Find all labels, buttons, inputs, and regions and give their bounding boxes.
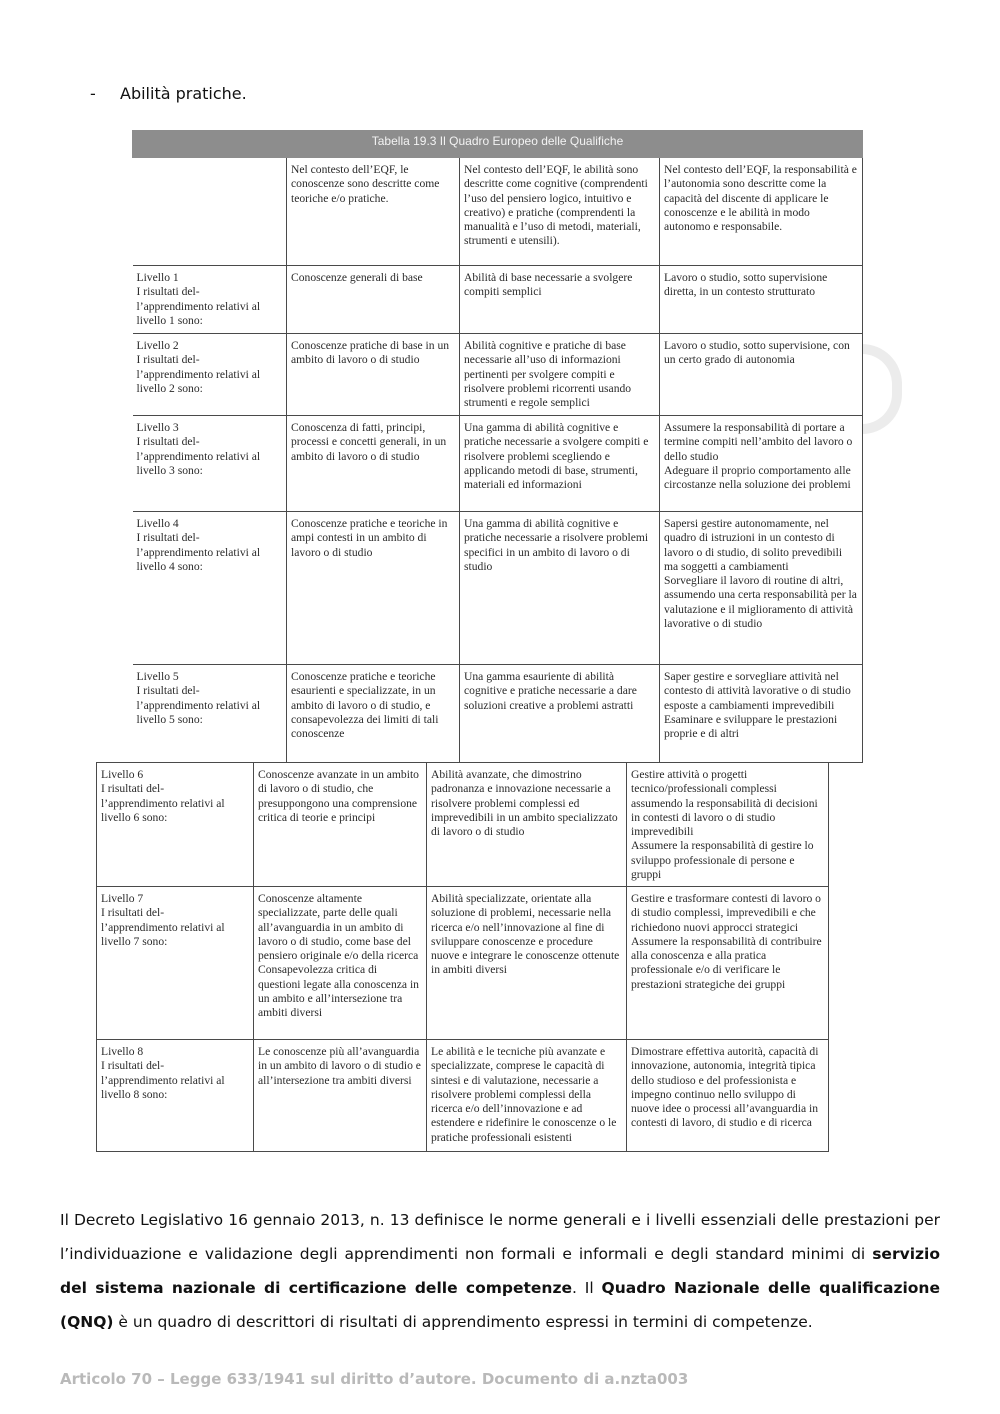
level-cell: Livello 5 I risultati del- l’apprendimento relativi al livello 5 sono: [133,665,287,763]
knowledge-cell: Conoscenze generali di base [287,266,460,334]
skills-cell: Abilità avanzate, che dimostrino padronanza e innovazione necessarie a risolvere problemi complessi ed imprevedibili in un ambito specializzato di lavoro o di studio [427,763,627,887]
bullet-dash: - [90,84,96,103]
skills-cell: Abilità cognitive e pratiche di base necessarie all’uso di informazioni pertinenti per svolgere compiti e risolvere problemi ricorrenti usando strumenti e regole semplici [460,334,660,416]
skills-cell: Una gamma di abilità cognitive e pratiche necessarie a svolgere compiti e risolvere problemi scegliendo e applicando metodi di base, strumenti, materiali ed informazioni [460,416,660,512]
footer-copyright: Articolo 70 – Legge 633/1941 sul diritto d’autore. Documento di a.nzta003 [60,1370,689,1388]
knowledge-cell: Conoscenze avanzate in un ambito di lavoro o di studio, che presuppongono una comprensione critica di teorie e principi [254,763,427,887]
table-caption: Tabella 19.3 Il Quadro Europeo delle Qualifiche [133,131,863,158]
knowledge-cell: Conoscenze pratiche e teoriche in ampi contesti in un ambito di lavoro o di studio [287,512,460,665]
paragraph-bold: servizio del sistema nazionale di certificazione delle competenze [60,1245,940,1297]
knowledge-cell: Conoscenza di fatti, principi, processi e concetti generali, in un ambito di lavoro o di studio [287,416,460,512]
skills-cell: Una gamma esauriente di abilità cognitive e pratiche necessarie a dare soluzioni creative a problemi astratti [460,665,660,763]
paragraph-text: è un quadro di descrittori di risultati di apprendimento espressi in termini di competenze. [113,1313,813,1331]
knowledge-cell: Conoscenze altamente specializzate, parte delle quali all’avanguardia in un ambito di lavoro o di studio, come base del pensiero originale e/o della ricerca Consapevolezza critica di questioni legate alla conoscenza in un ambito e all’intersezione tra ambiti diversi [254,887,427,1040]
table-header-row [133,158,863,266]
level-cell: Livello 2 I risultati del- l’apprendimento relativi al livello 2 sono: [133,334,287,416]
bullet-item [90,84,247,103]
table-row [133,334,863,416]
table-row [133,266,863,334]
level-cell: Livello 8 I risultati del- l’apprendimento relativi al livello 8 sono: [97,1040,254,1152]
header-cell: Nel contesto dell’EQF, le abilità sono descritte come cognitive (comprendenti l’uso del pensiero logico, intuitivo e creativo) e pratiche (comprendenti la manualità e l’uso di metodi, materiali, strumenti e utensili). [460,158,660,266]
table-row [97,763,829,887]
skills-cell: Le abilità e le tecniche più avanzate e specializzate, comprese le capacità di sintesi e di valutazione, necessarie a risolvere problemi complessi della ricerca e/o dell’innovazione e ad estendere e ridefinire le conoscenze o le pratiche professionali esistenti [427,1040,627,1152]
skills-cell: Abilità specializzate, orientate alla soluzione di problemi, necessarie nella ricerca e/o nell’innovazione al fine di sviluppare conoscenze e procedure nuove e integrare le conoscenze ottenute in ambiti diversi [427,887,627,1040]
paragraph-bold: Quadro Nazionale delle qualificazione (QNQ) [60,1279,940,1331]
paragraph-text: . Il [572,1279,602,1297]
body-paragraph [60,1203,940,1339]
header-cell: Nel contesto dell’EQF, le conoscenze sono descritte come teoriche e/o pratiche. [287,158,460,266]
eqf-table [132,130,863,763]
table-row [97,887,829,1040]
level-cell: Livello 3 I risultati del- l’apprendimento relativi al livello 3 sono: [133,416,287,512]
responsibility-cell: Gestire e trasformare contesti di lavoro o di studio complessi, imprevedibili e che richiedono nuovi approcci strategici Assumere la responsabilità di contribuire alla conoscenza e alla pratica professionale e/o di verificare le prestazioni strategiche dei gruppi [627,887,829,1040]
level-cell: Livello 4 I risultati del- l’apprendimento relativi al livello 4 sono: [133,512,287,665]
table-row [133,512,863,665]
skills-cell: Una gamma di abilità cognitive e pratiche necessarie a risolvere problemi specifici in un ambito di lavoro o di studio [460,512,660,665]
responsibility-cell: Dimostrare effettiva autorità, capacità di innovazione, autonomia, integrità tipica dello studioso e del professionista e impegno continuo nello sviluppo di nuove idee o processi all’avanguardia in contesti di lavoro, di studio e di ricerca [627,1040,829,1152]
level-cell: Livello 7 I risultati del- l’apprendimento relativi al livello 7 sono: [97,887,254,1040]
responsibility-cell: Saper gestire e sorvegliare attività nel contesto di attività lavorative o di studio esposte a cambiamenti imprevedibili Esaminare e sviluppare le prestazioni proprie e di altri [660,665,863,763]
eqf-table-continued [96,762,829,1152]
knowledge-cell: Le conoscenze più all’avanguardia in un ambito di lavoro o di studio e all’intersezione tra ambiti diversi [254,1040,427,1152]
bullet-text: Abilità pratiche. [120,84,247,103]
knowledge-cell: Conoscenze pratiche di base in un ambito di lavoro o di studio [287,334,460,416]
level-cell: Livello 6 I risultati del- l’apprendimento relativi al livello 6 sono: [97,763,254,887]
knowledge-cell: Conoscenze pratiche e teoriche esaurienti e specializzate, in un ambito di lavoro o di studio, e consapevolezza dei limiti di tali conoscenze [287,665,460,763]
table-row [133,416,863,512]
level-cell: Livello 1 I risultati del- l’apprendimento relativi al livello 1 sono: [133,266,287,334]
responsibility-cell: Assumere la responsabilità di portare a termine compiti nell’ambito del lavoro o dello studio Adeguare il proprio comportamento alle circostanze nella soluzione dei problemi [660,416,863,512]
responsibility-cell: Sapersi gestire autonomamente, nel quadro di istruzioni in un contesto di lavoro o di studio, di solito prevedibili ma soggetti a cambiamenti Sorvegliare il lavoro di routine di altri, assumendo una certa responsabilità per la valutazione e il miglioramento di attività lavorative o di studio [660,512,863,665]
header-cell [133,158,287,266]
paragraph-text: Il Decreto Legislativo 16 gennaio 2013, n. 13 definisce le norme generali e i livelli essenziali delle prestazioni per l’individuazione e validazione degli apprendimenti non formali e informali e degli standard minimi di [60,1211,940,1263]
header-cell: Nel contesto dell’EQF, la responsabilità e l’autonomia sono descritte come la capacità del discente di applicare le conoscenze e le abilità in modo autonomo e responsabile. [660,158,863,266]
responsibility-cell: Lavoro o studio, sotto supervisione diretta, in un contesto strutturato [660,266,863,334]
responsibility-cell: Gestire attività o progetti tecnico/professionali complessi assumendo la responsabilità di decisioni in contesti di lavoro o di studio imprevedibili Assumere la responsabilità di gestire lo sviluppo professionale di persone e gruppi [627,763,829,887]
skills-cell: Abilità di base necessarie a svolgere compiti semplici [460,266,660,334]
table-row [133,665,863,763]
watermark-shape [862,344,902,434]
table-row [97,1040,829,1152]
responsibility-cell: Lavoro o studio, sotto supervisione, con un certo grado di autonomia [660,334,863,416]
